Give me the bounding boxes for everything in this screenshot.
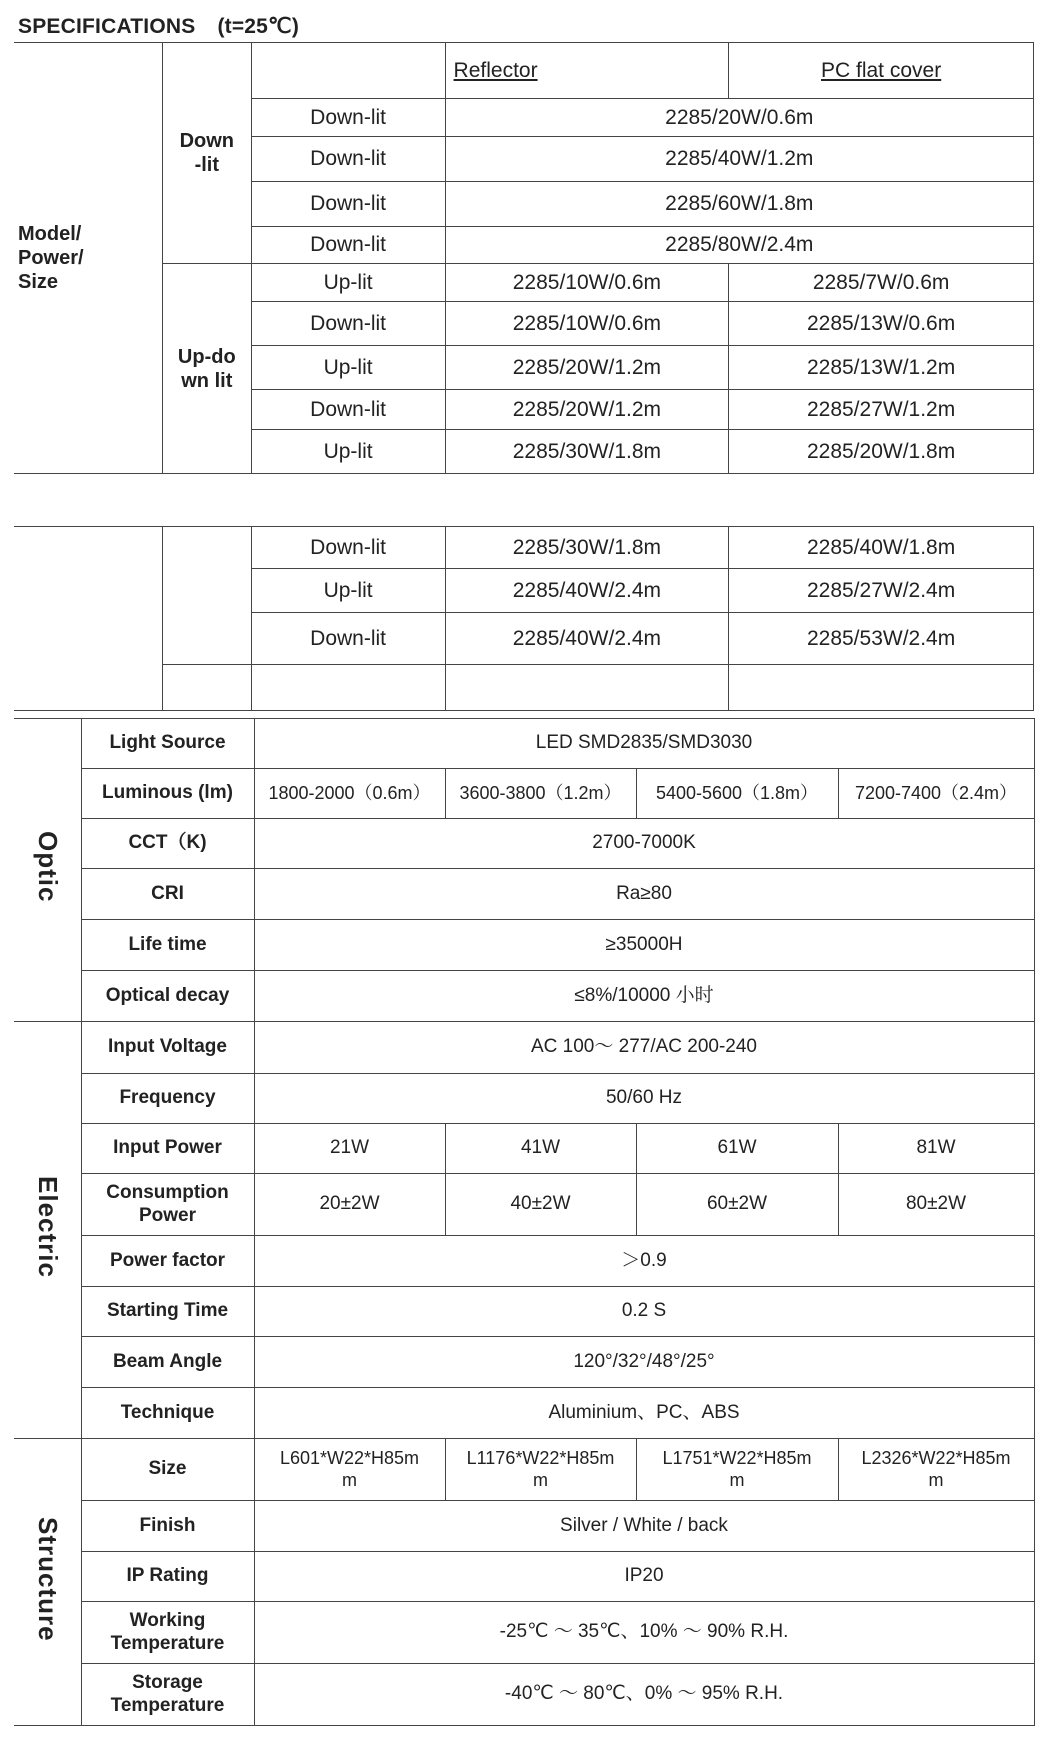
col-header-reflector: Reflector [445,43,729,99]
empty-cell [729,665,1034,711]
reflector-cell: 2285/10W/0.6m [445,264,729,302]
row-value: ＞0.9 [254,1236,1034,1287]
row-label: Storage Temperature [81,1664,254,1726]
row-label: Optical decay [81,971,254,1022]
pc-cell: 2285/7W/0.6m [729,264,1034,302]
down-lit-label: Down -lit [162,43,251,264]
value-cell: 2285/40W/1.2m [445,137,1033,182]
power-cell: 60±2W [636,1174,838,1236]
row-value: LED SMD2835/SMD3030 [254,719,1034,769]
power-cell: 81W [838,1124,1034,1174]
header-empty [251,43,445,99]
pc-cell: 2285/27W/1.2m [729,390,1034,430]
luminous-cell: 1800-2000（0.6m） [254,769,445,819]
row-value: ≤8%/10000 小时 [254,971,1034,1022]
table-row [14,1287,1034,1337]
row-label: CCT（K) [81,819,254,869]
size-cell: L2326*W22*H85m m [838,1439,1034,1501]
row-value: 0.2 S [254,1287,1034,1337]
model-table [14,42,1034,474]
spec-title: SPECIFICATIONS [18,15,196,38]
table-row [14,665,1034,711]
reflector-cell: 2285/20W/1.2m [445,346,729,390]
section-electric [14,1022,81,1439]
power-cell: 80±2W [838,1174,1034,1236]
spec-table [14,718,1035,1726]
table-row [14,1388,1034,1439]
col-header-pc: PC flat cover [729,43,1034,99]
updown-lit-label: Up-do wn lit [162,264,251,474]
reflector-cell: 2285/10W/0.6m [445,302,729,346]
table-row [14,1501,1034,1552]
empty-cell [162,665,251,711]
table-row [14,1074,1034,1124]
empty-cell [14,527,162,711]
row-value: -25℃ ～ 35℃、10% ～ 90% R.H. [254,1602,1034,1664]
table-row [14,869,1034,920]
row-label: Luminous (lm) [81,769,254,819]
section-structure-label: Structure [32,1516,63,1642]
table-row [14,527,1034,569]
row-label: Power factor [81,1236,254,1287]
pc-cell: 2285/27W/2.4m [729,569,1034,613]
model-table-continued [14,526,1034,711]
table-row [14,920,1034,971]
luminous-cell: 3600-3800（1.2m） [445,769,636,819]
empty-cell [162,527,251,665]
type-cell: Down-lit [251,137,445,182]
table-row [14,1602,1034,1664]
value-cell: 2285/80W/2.4m [445,227,1033,264]
power-cell: 61W [636,1124,838,1174]
empty-cell [251,665,445,711]
section-optic-label: Optic [32,831,63,903]
row-value: 120°/32°/48°/25° [254,1337,1034,1388]
value-cell: 2285/60W/1.8m [445,182,1033,227]
spec-condition: (t=25℃) [217,15,300,38]
row-label: Technique [81,1388,254,1439]
row-label: Input Voltage [81,1022,254,1074]
section-electric-label: Electric [32,1175,63,1278]
table-row [14,1124,1034,1174]
table-row [14,1022,1034,1074]
table-row [14,1439,1034,1501]
row-value: AC 100～ 277/AC 200-240 [254,1022,1034,1074]
size-cell: L1751*W22*H85m m [636,1439,838,1501]
row-label: CRI [81,869,254,920]
pc-cell: 2285/13W/0.6m [729,302,1034,346]
type-cell: Down-lit [251,99,445,137]
row-value: -40℃ ～ 80℃、0% ～ 95% R.H. [254,1664,1034,1726]
reflector-cell: 2285/40W/2.4m [445,569,729,613]
type-cell: Up-lit [251,264,445,302]
pc-cell: 2285/13W/1.2m [729,346,1034,390]
row-label: Light Source [81,719,254,769]
power-cell: 21W [254,1124,445,1174]
table-row [14,1174,1034,1236]
table-row [14,769,1034,819]
power-cell: 20±2W [254,1174,445,1236]
row-value: 2700-7000K [254,819,1034,869]
table-row [14,264,1034,302]
size-cell: L1176*W22*H85m m [445,1439,636,1501]
type-cell: Up-lit [251,346,445,390]
pc-cell: 2285/20W/1.8m [729,430,1034,474]
row-label: Consumption Power [81,1174,254,1236]
pc-cell: 2285/40W/1.8m [729,527,1034,569]
reflector-cell: 2285/30W/1.8m [445,430,729,474]
table-row [14,1664,1034,1726]
page-title [18,14,299,39]
size-cell: L601*W22*H85m m [254,1439,445,1501]
table-row [14,1236,1034,1287]
table-row [14,971,1034,1022]
model-group-label: Model/ Power/ Size [14,43,162,474]
empty-cell [445,665,729,711]
table-row [14,719,1034,769]
row-value: 50/60 Hz [254,1074,1034,1124]
type-cell: Down-lit [251,613,445,665]
reflector-cell: 2285/40W/2.4m [445,613,729,665]
type-cell: Up-lit [251,430,445,474]
row-value: Aluminium、PC、ABS [254,1388,1034,1439]
type-cell: Down-lit [251,302,445,346]
luminous-cell: 7200-7400（2.4m） [838,769,1034,819]
row-label: Input Power [81,1124,254,1174]
row-label: Beam Angle [81,1337,254,1388]
row-value: IP20 [254,1552,1034,1602]
row-label: IP Rating [81,1552,254,1602]
row-label: Life time [81,920,254,971]
power-cell: 41W [445,1124,636,1174]
power-cell: 40±2W [445,1174,636,1236]
value-cell: 2285/20W/0.6m [445,99,1033,137]
pc-cell: 2285/53W/2.4m [729,613,1034,665]
luminous-cell: 5400-5600（1.8m） [636,769,838,819]
row-label: Size [81,1439,254,1501]
row-value: Silver / White / back [254,1501,1034,1552]
type-cell: Down-lit [251,390,445,430]
section-structure [14,1439,81,1726]
table-row [14,819,1034,869]
type-cell: Down-lit [251,182,445,227]
row-label: Finish [81,1501,254,1552]
type-cell: Down-lit [251,227,445,264]
row-label: Working Temperature [81,1602,254,1664]
table-row [14,1552,1034,1602]
reflector-cell: 2285/20W/1.2m [445,390,729,430]
row-value: Ra≥80 [254,869,1034,920]
row-label: Frequency [81,1074,254,1124]
type-cell: Down-lit [251,527,445,569]
row-value: ≥35000H [254,920,1034,971]
reflector-cell: 2285/30W/1.8m [445,527,729,569]
table-row [14,1337,1034,1388]
section-optic [14,719,81,1022]
type-cell: Up-lit [251,569,445,613]
row-label: Starting Time [81,1287,254,1337]
